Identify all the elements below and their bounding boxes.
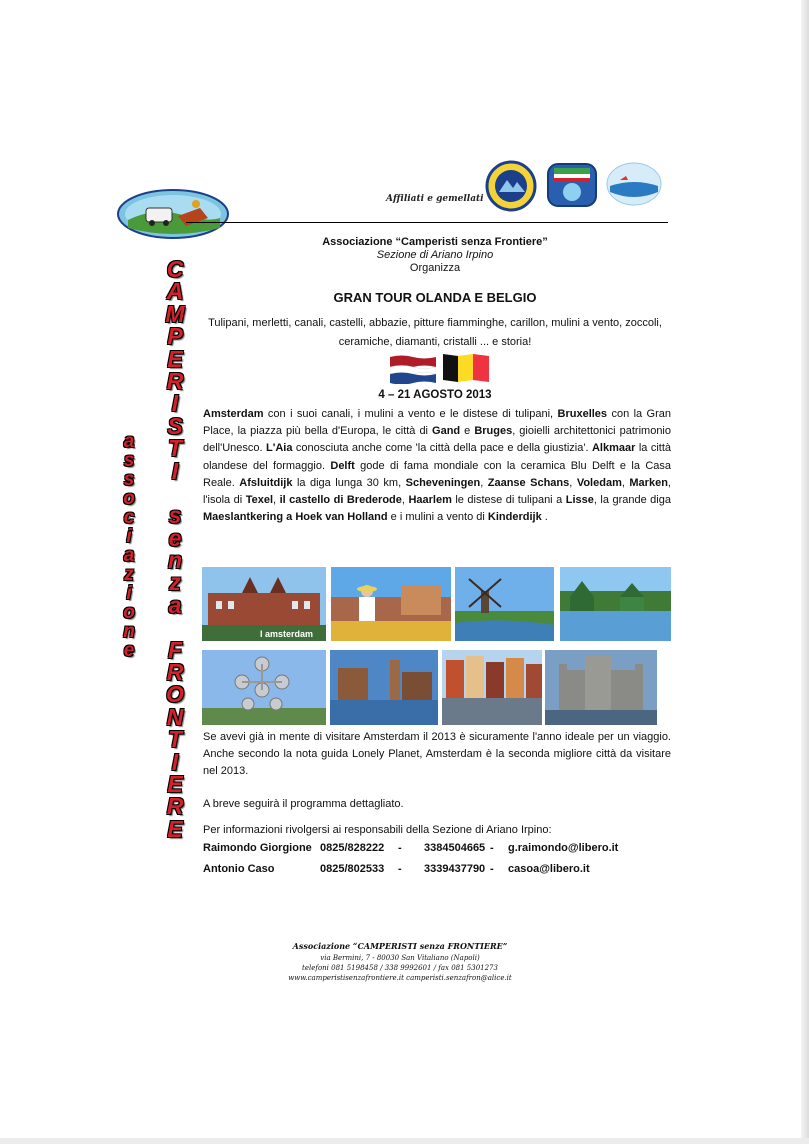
header-rule [186,222,668,223]
side-text-camperisti [160,258,190,840]
side-letter: T [167,726,183,753]
footer-address: via Bermini, 7 - 80030 San Vitaliano (Napoli) [320,954,480,962]
side-letter: s [123,469,135,490]
subtitle-line-2: ceramiche, diamanti, cristalli ... e storia! [338,336,532,348]
photo-zaanse-schans [560,567,671,641]
contact-dash: - [398,842,402,854]
subtitle-line-1: Tulipani, merletti, canali, castelli, abbazie, pitture fiamminghe, carillon, mulini a vento, zoccoli, [208,317,662,329]
place-name: Amsterdam [203,408,264,420]
side-letter [172,482,178,504]
side-letter: c [123,507,135,528]
text-run: e i mulini a vento di [387,511,488,524]
text-run: la città olandese del formaggio. [203,442,671,472]
contact-intro: Per informazioni rivolgersi ai responsabili della Sezione di Ariano Irpino: [203,824,552,836]
page-edge-shadow [801,0,809,1144]
side-letter: S [167,412,183,439]
photo-rijksmuseum [202,567,326,641]
belgium-flag [443,352,489,389]
side-letter: e [123,640,135,661]
contact-name: Antonio Caso [203,863,275,875]
text-run: . [541,511,548,524]
side-letter: C [166,256,184,282]
text-run: le distese di tulipani a [451,494,566,507]
side-letter: z [169,569,181,596]
text-run: , la grande diga [593,494,671,507]
program-note: A breve seguirà il programma dettagliato. [203,798,404,810]
side-letter: E [167,770,183,797]
place-name: L'Aia [266,442,293,455]
side-letter: n [167,547,183,574]
side-letter: o [123,602,135,623]
text-run: , gioielli architettonici patrimonio dell'Unesco. [203,425,671,455]
place-name: Zaanse Schans [487,476,570,489]
side-letter: F [167,636,183,663]
photo-windmill [455,567,554,641]
text-run: con i suoi canali, i mulini a vento e le distese di tulipani, [263,408,558,420]
contact-dash: - [490,842,494,854]
side-letter: i [126,583,132,604]
place-name: Haarlem [408,494,452,507]
side-letter: a [123,545,135,566]
side-letter: E [167,345,183,372]
place-name: Marken [629,476,668,489]
place-name: Texel [245,494,274,507]
photo-amsterdam-houses [442,650,542,725]
text-run: con la Gran Place, la piazza più bella d'Europa, le città di [203,408,672,438]
info-paragraph: Se avevi già in mente di visitare Amsterdam il 2013 è sicuramente l'anno ideale per un viaggio. Anche secondo la nota guida Lonely Planet, Amsterdam è la seconda migliore città da visitare nel 2013. [203,731,671,778]
place-name: Scheveningen [405,476,481,489]
contact-email[interactable]: casoa@libero.it [508,863,590,875]
place-name: il castello di Brederode [279,494,402,507]
place-name: Delft [330,459,355,472]
footer-phones: telefoni 081 5198458 / 338 9992601 / fax 081 5301273 [302,964,498,972]
association-logo [116,188,230,240]
text-run: , [401,494,409,507]
side-letter: O [166,681,184,708]
side-letter: i [126,526,132,547]
rijks-caption: I amsterdam [260,629,314,639]
contact-email[interactable]: g.raimondo@libero.it [508,842,619,854]
side-letter: s [123,450,135,471]
text-run: , [621,476,630,489]
side-letter: I [171,748,179,775]
contact-name: Raimondo Giorgione [203,842,312,854]
footer-web-email[interactable]: www.camperistisenzafrontiere.it camperisti.senzafron@alice.it [288,974,512,982]
partner-logo-2 [546,162,598,213]
contact-mobile: 3339437790 [424,863,486,875]
text-run: , [569,476,577,489]
contact-mobile: 3384504665 [424,842,486,854]
footer-association: Associazione “CAMPERISTI senza FRONTIERE” [292,941,508,951]
place-name: Kinderdijk [487,511,542,524]
side-letter: o [123,488,135,509]
side-letter: e [168,524,182,551]
place-name: Bruxelles [557,408,608,420]
side-letter: n [123,621,135,642]
netherlands-flag [390,354,436,389]
side-letter [172,616,178,638]
event-subtitle [200,314,670,352]
side-letter: R [166,659,184,686]
side-letter: A [166,278,184,305]
text-run: e [460,425,475,438]
side-text-associazione [118,432,140,660]
association-name: Associazione “Camperisti senza Frontiere” [322,236,548,248]
side-letter: M [165,300,185,327]
text-run: , l'isola di [203,476,671,507]
text-run: , [480,476,488,489]
event-title: GRAN TOUR OLANDA E BELGIO [333,290,537,305]
place-name: Gand [432,425,461,438]
side-letter: a [123,431,135,452]
photo-gravensteen-castle [545,650,657,725]
text-run: conosciuta anche come 'la città della pace e della giustizia'. [292,442,592,455]
partner-logo-1 [485,160,537,217]
contact-phone: 0825/828222 [320,842,385,854]
place-name: Maeslantkering a Hoek van Holland [203,511,388,524]
side-letter: I [171,457,179,484]
place-name: Alkmaar [591,442,636,455]
contact-dash: - [398,863,402,875]
contact-phone: 0825/802533 [320,863,385,875]
side-letter: a [168,591,182,618]
organizes-label: Organizza [409,262,461,274]
page-bottom-shadow [0,1138,809,1144]
side-letter: R [166,793,184,820]
side-letter: z [124,564,134,585]
place-name: Bruges [474,425,513,438]
side-letter: R [166,367,184,394]
side-letter: E [167,815,183,842]
text-run: , [273,494,280,507]
photo-cheese-market [331,567,451,641]
side-letter: T [167,435,183,462]
text-run: gode di fama mondiale con la ceramica Blu Delft e la Casa Reale. [203,459,671,489]
place-name: Voledam [576,476,622,489]
side-letter: P [167,323,183,350]
place-name: Afsluitdijk [239,476,293,489]
side-letter: s [168,502,182,529]
place-name: Lisse [565,494,594,507]
description-paragraph [203,406,671,526]
event-dates: 4 – 21 AGOSTO 2013 [378,389,492,401]
photo-bruges-canal [330,650,438,725]
contact-dash: - [490,863,494,875]
side-letter: I [171,390,179,417]
text-run: la diga lunga 30 km, [292,476,406,489]
affiliati-label: Affiliati e gemellati [386,194,484,204]
side-letter: N [166,703,184,730]
section-name: Sezione di Ariano Irpino [376,249,494,261]
partner-logo-3 [606,162,662,211]
photo-atomium [202,650,326,725]
